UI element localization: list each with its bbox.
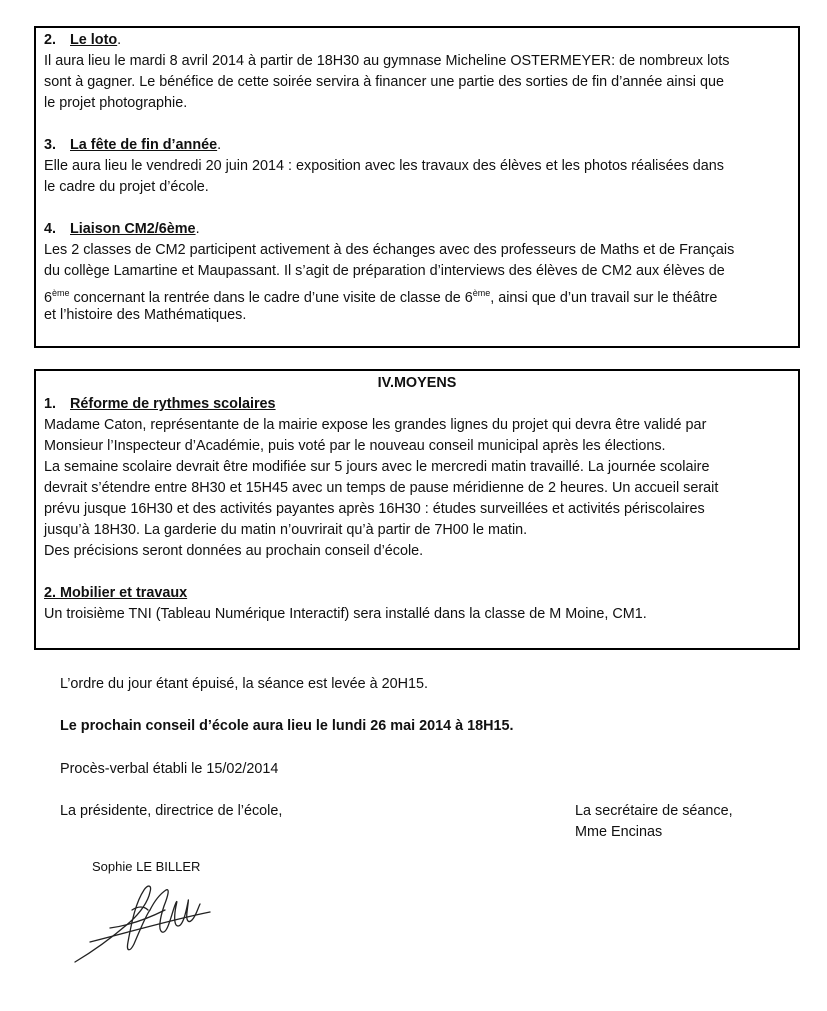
moyens-item-1-title: Réforme de rythmes scolaires — [70, 396, 276, 412]
item-2-line: Il aura lieu le mardi 8 avril 2014 à partir de 18H30 au gymnase Micheline OSTERMEYER: de nombreux lots — [44, 53, 730, 69]
item-2-heading: 2. Le loto. — [44, 32, 122, 48]
signature-name: Sophie LE BILLER — [92, 859, 201, 874]
section-box-moyens — [34, 369, 800, 650]
proces-verbal-date: Procès-verbal établi le 15/02/2014 — [60, 761, 279, 777]
moyens-item-1-line: Des précisions seront données au prochain conseil d’école. — [44, 543, 424, 559]
moyens-item-1-line: devrait s’étendre entre 8H30 et 15H45 avec un temps de pause méridienne de 2 heures. Un accueil serait — [44, 480, 719, 496]
moyens-item-1-heading: 1. Réforme de rythmes scolaires — [44, 396, 276, 412]
moyens-item-1-line: La semaine scolaire devrait être modifiée sur 5 jours avec le mercredi matin travaillé. La journée scolaire — [44, 459, 710, 475]
next-meeting: Le prochain conseil d’école aura lieu le lundi 26 mai 2014 à 18H15. — [60, 718, 514, 734]
item-4-heading: 4. Liaison CM2/6ème. — [44, 221, 200, 237]
item-4-line: 6ème concernant la rentrée dans le cadre d’une visite de classe de 6ème, ainsi que d’un travail sur le théâtre — [44, 288, 718, 306]
item-3-heading: 3. La fête de fin d’année. — [44, 137, 222, 153]
moyens-item-1-line: jusqu’à 18H30. La garderie du matin n’ouvrirait qu’à partir de 7H00 le matin. — [44, 522, 528, 538]
moyens-item-1-line: Monsieur l’Inspecteur d’Académie, puis voté par le nouveau conseil municipal après les élections. — [44, 438, 666, 454]
section-heading: IV.MOYENS — [377, 375, 457, 391]
moyens-item-2-line: Un troisième TNI (Tableau Numérique Interactif) sera installé dans la classe de M Moine, CM1. — [44, 606, 647, 622]
item-2-title: Le loto — [70, 32, 118, 48]
moyens-item-1-line: Madame Caton, représentante de la mairie expose les grandes lignes du projet qui devra être validé par — [44, 417, 707, 433]
moyens-item-2-title: 2. Mobilier et travaux — [44, 585, 188, 601]
closing-statement: L’ordre du jour étant épuisé, la séance est levée à 20H15. — [60, 676, 429, 692]
item-4-title: Liaison CM2/6ème — [70, 221, 196, 237]
item-4-line: Les 2 classes de CM2 participent activement à des échanges avec des professeurs de Maths et de Français — [44, 242, 735, 258]
item-3-line: Elle aura lieu le vendredi 20 juin 2014 : exposition avec les travaux des élèves et les photos réalisées dans — [44, 158, 724, 174]
secretary-label: La secrétaire de séance, — [575, 803, 733, 819]
section-box-1 — [34, 26, 800, 348]
item-4-line: du collège Lamartine et Maupassant. Il s’agit de préparation d’interviews des élèves de CM2 aux élèves de — [44, 263, 725, 279]
secretary-name: Mme Encinas — [575, 824, 663, 840]
handwritten-signature — [70, 880, 220, 970]
moyens-item-1-line: prévu jusque 16H30 et des activités payantes après 16H30 : études surveillées et activités périscolaires — [44, 501, 705, 517]
item-3-title: La fête de fin d’année — [70, 137, 218, 153]
item-4-line: et l’histoire des Mathématiques. — [44, 307, 247, 323]
item-3-line: le cadre du projet d’école. — [44, 179, 209, 195]
item-2-line: sont à gagner. Le bénéfice de cette soirée servira à financer une partie des sorties de fin d’année ainsi que — [44, 74, 724, 90]
item-2-line: le projet photographie. — [44, 95, 188, 111]
president-label: La présidente, directrice de l’école, — [60, 803, 283, 819]
